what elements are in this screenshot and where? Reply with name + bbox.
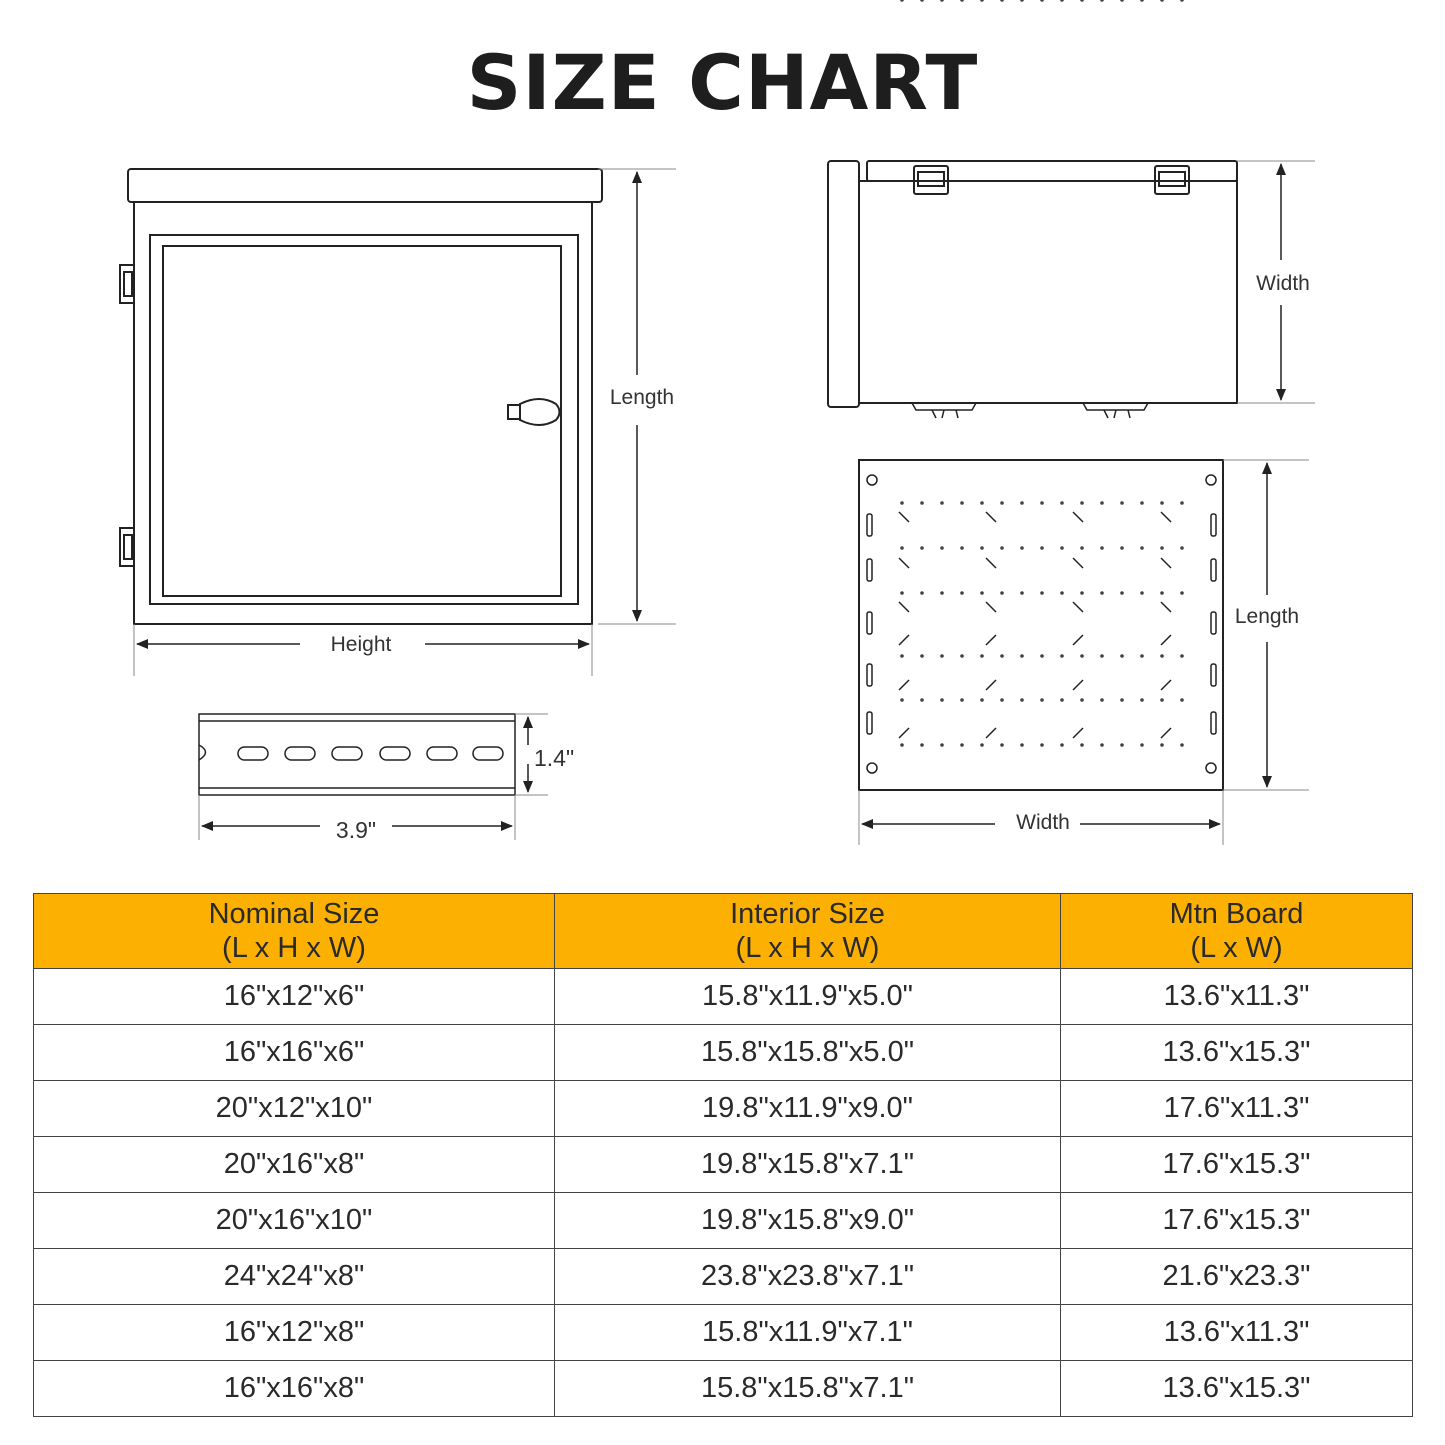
interior-size-cell: 23.8"x23.8"x7.1" <box>555 1249 1061 1305</box>
side-slots-right <box>1211 514 1216 734</box>
enclosure-body <box>134 202 592 624</box>
din-rail-height-dimension <box>515 714 574 795</box>
table-row <box>34 1305 1413 1361</box>
side-slots-left <box>867 514 872 734</box>
front-length-dimension <box>598 169 676 624</box>
table-row <box>34 1081 1413 1137</box>
board-length-label: Length <box>1234 605 1300 628</box>
interior-size-cell: 19.8"x15.8"x9.0" <box>555 1193 1061 1249</box>
din-rail-height-label: 1.4" <box>534 745 575 771</box>
side-body <box>859 181 1237 403</box>
din-rail-slots <box>238 747 503 760</box>
table-row <box>34 1137 1413 1193</box>
nominal-size-cell: 16"x12"x6" <box>34 969 555 1025</box>
mtn-board-cell: 17.6"x11.3" <box>1061 1081 1413 1137</box>
board-width-dimension <box>859 790 1223 845</box>
din-rail-length-label: 3.9" <box>335 817 377 843</box>
nominal-size-cell: 16"x12"x8" <box>34 1305 555 1361</box>
front-height-label: Height <box>330 633 392 656</box>
side-lip <box>828 161 859 407</box>
mtn-board-cell: 21.6"x23.3" <box>1061 1249 1413 1305</box>
page-title: SIZE CHART <box>466 38 979 127</box>
diagonal-slots <box>899 512 1171 738</box>
enclosure-front-view <box>120 169 602 624</box>
interior-size-cell: 19.8"x15.8"x7.1" <box>555 1137 1061 1193</box>
nominal-size-cell: 20"x16"x8" <box>34 1137 555 1193</box>
din-rail-length-dimension <box>199 795 515 843</box>
interior-size-cell: 15.8"x15.8"x5.0" <box>555 1025 1061 1081</box>
mounting-board-outline <box>859 460 1223 790</box>
nominal-size-cell: 20"x12"x10" <box>34 1081 555 1137</box>
din-rail <box>199 714 515 795</box>
corner-hole <box>1206 763 1216 773</box>
board-length-dimension <box>1223 460 1309 790</box>
side-width-dimension <box>1237 161 1315 403</box>
header-nominal-size: Nominal Size (L x H x W) <box>34 894 555 969</box>
din-rail-end-notch <box>199 745 206 760</box>
front-height-dimension <box>134 624 592 676</box>
front-length-label: Length <box>609 386 675 409</box>
interior-size-cell: 15.8"x11.9"x5.0" <box>555 969 1061 1025</box>
nominal-size-cell: 24"x24"x8" <box>34 1249 555 1305</box>
mtn-board-cell: 17.6"x15.3" <box>1061 1137 1413 1193</box>
mtn-board-cell: 13.6"x15.3" <box>1061 1025 1413 1081</box>
din-rail-outline <box>199 714 515 795</box>
corner-hole <box>867 763 877 773</box>
header-mtn-board: Mtn Board (L x W) <box>1061 894 1413 969</box>
mounting-board <box>859 0 1223 790</box>
board-width-label: Width <box>1016 811 1070 834</box>
enclosure-side-view <box>828 161 1237 418</box>
enclosure-top-lip <box>128 169 602 202</box>
nominal-size-cell: 16"x16"x8" <box>34 1361 555 1417</box>
size-table-header <box>34 894 1413 969</box>
mtn-board-cell: 13.6"x11.3" <box>1061 969 1413 1025</box>
interior-size-cell: 15.8"x15.8"x7.1" <box>555 1361 1061 1417</box>
door-lock-icon <box>508 399 560 425</box>
table-row <box>34 1025 1413 1081</box>
mtn-board-cell: 13.6"x15.3" <box>1061 1361 1413 1417</box>
corner-hole <box>867 475 877 485</box>
corner-hole <box>1206 475 1216 485</box>
mtn-board-cell: 17.6"x15.3" <box>1061 1193 1413 1249</box>
bottom-feet <box>912 403 1148 418</box>
interior-size-cell: 15.8"x11.9"x7.1" <box>555 1305 1061 1361</box>
enclosure-door-panel <box>163 246 561 596</box>
side-width-label: Width <box>1256 272 1310 295</box>
size-table <box>33 893 1413 1417</box>
table-row <box>34 1249 1413 1305</box>
table-row <box>34 1361 1413 1417</box>
nominal-size-cell: 20"x16"x10" <box>34 1193 555 1249</box>
header-interior-size: Interior Size (L x H x W) <box>555 894 1061 969</box>
nominal-size-cell: 16"x16"x6" <box>34 1025 555 1081</box>
interior-size-cell: 19.8"x11.9"x9.0" <box>555 1081 1061 1137</box>
mtn-board-cell: 13.6"x11.3" <box>1061 1305 1413 1361</box>
table-row <box>34 969 1413 1025</box>
hole-rows <box>900 0 1184 747</box>
table-row <box>34 1193 1413 1249</box>
